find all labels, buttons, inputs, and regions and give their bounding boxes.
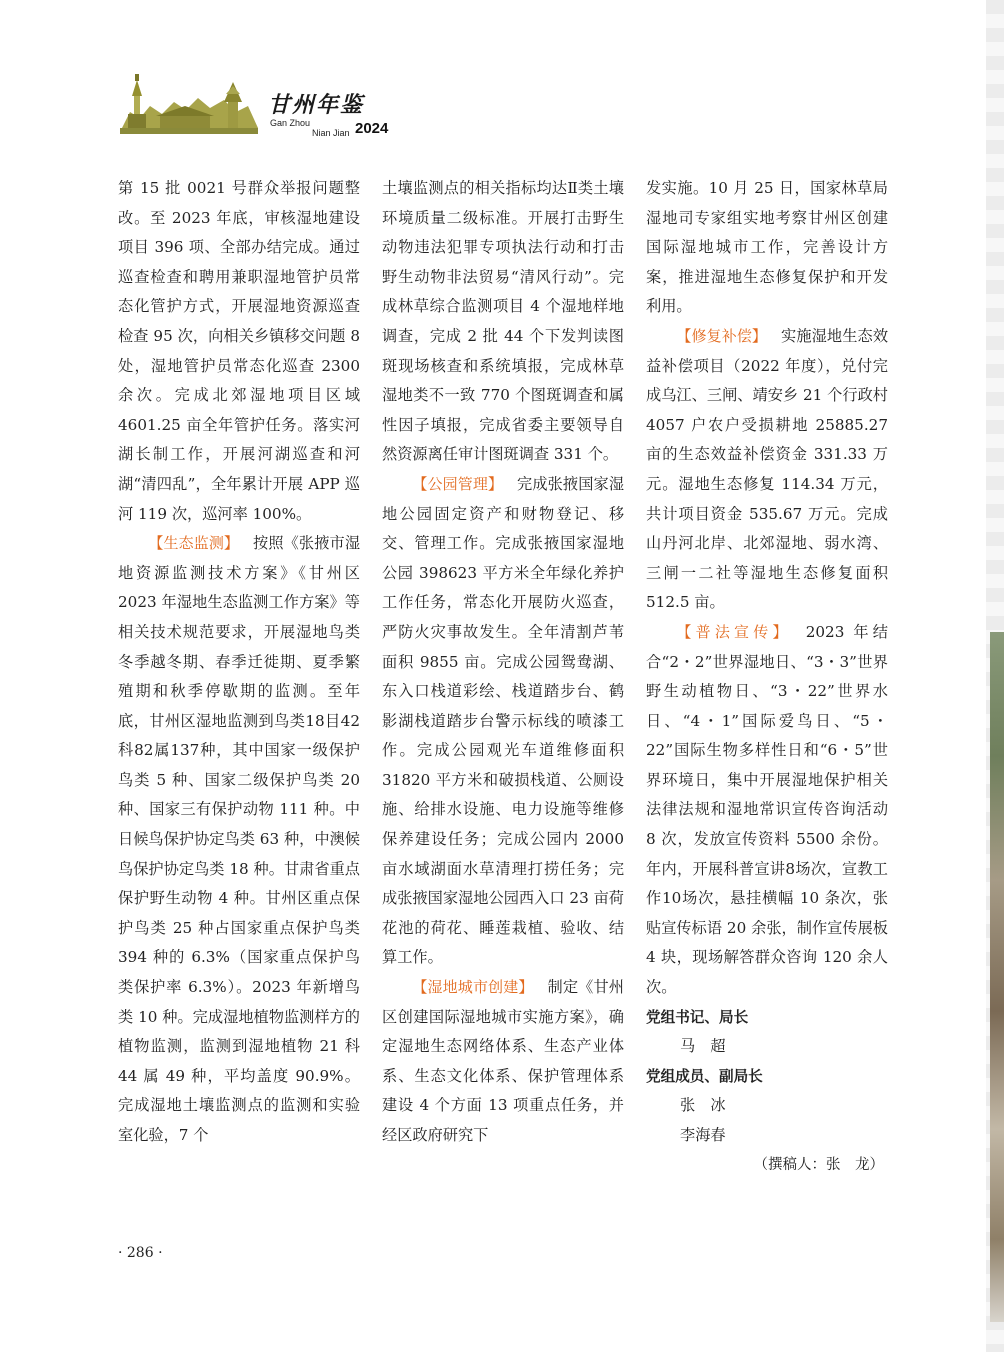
column-1 [118,174,360,1151]
yearbook-subtitle-2: Nian Jian [312,128,350,138]
column-2 [382,174,624,1151]
paragraph: 第 15 批 0021 号群众举报问题整改。至 2023 年底，审核湿地建设项目 396 项、全部办结完成。通过巡查检查和聘用兼职湿地管护员常态化管护方式，开展湿地资源巡查检查 95 次，向相关乡镇移交问题 8 处，湿地管护员常态化巡查 2300 余次。完成北郊湿地项目区域 4601.25 亩全年管护任务。落实河湖长制工作，开展河湖巡查和河湖“清四乱”，全年累计开展 APP 巡河 119 次，巡河率 100%。 [118,179,360,523]
section-heading: 【修复补偿】 [676,326,768,345]
person-name: 马 超 [680,1037,726,1056]
section-heading: 【普法宣传】 [676,622,792,641]
section-heading: 【公园管理】 [412,474,504,493]
paragraph-text: 2023 年结合“2・2”世界湿地日、“3・3”世界野生动植物日、“3・22”世界水日、“4・1”国际爱鸟日、“5・22”国际生物多样性日和“6・5”世界环境日，集中开展湿地保护相关法律法规和湿地常识宣传咨询活动 8 次，发放宣传资料 5500 余份。年内，开展科普宣讲8场次，宣教工作10场次，悬挂横幅 10 条次，张贴宣传标语 20 余张，制作宣传展板 4 块，现场解答群众咨询 120 余人次。 [646,622,888,997]
edge-photo-strip [990,632,1004,1322]
person-name: 李海春 [680,1126,726,1144]
paragraph-text: 完成张掖国家湿地公园固定资产和财物登记、移交、管理工作。完成张掖国家湿地公园 398623 平方米全年绿化养护工作任务，常态化开展防火巡查，严防火灾事故发生。全年清割芦苇面积 9855 亩。完成公园鸳鸯湖、东入口栈道彩绘、栈道踏步台、鹤影湖栈道踏步台警示标线的喷漆工作。完成公园观光车道维修面积 31820 平方米和破损栈道、公厕设施、给排水设施、电力设施等维修保养建设任务；完成公园内 2000 亩水域湖面水草清理打捞任务；完成张掖国家湿地公园西入口 23 亩荷花池的荷花、睡莲栽植、验收、结算工作。 [382,474,625,967]
section-heading: 【湿地城市创建】 [412,978,534,997]
paragraph-text: 按照《张掖市湿地资源监测技术方案》《甘州区 2023 年湿地生态监测工作方案》等相关技术规范要求，开展湿地鸟类冬季越冬期、春季迁徙期、夏季繁殖期和秋季停歇期的监测。至年底，甘州区湿地监测到鸟类18目42科82属137种，其中国家一级保护鸟类 5 种、国家二级保护鸟类 20 种、国家三有保护动物 111 种。中日候鸟保护协定鸟类 63 种，中澳候鸟保护协定鸟类 18 种。甘肃省重点保护野生动物 4 种。甘州区重点保护鸟类 25 种占国家重点保护鸟类 394 种的 6.3%（国家重点保护鸟类保护率 6.3%）。2023 年新增鸟类 10 种。完成湿地植物监测样方的植物监测，监测到湿地植物 21 科 44 属 49 种，平均盖度 90.9%。完成湿地土壤监测点的监测和实验室化验，7 个 [118,534,361,1144]
paragraph-wetland-city [382,973,624,1151]
page-header [120,72,420,142]
paragraph-legal-publicity [646,618,888,1003]
yearbook-year: 2024 [355,120,389,137]
role-title: 党组书记、局长 [646,1008,749,1026]
section-heading: 【生态监测】 [148,534,240,553]
person-name: 张 冰 [680,1096,726,1115]
paragraph-restoration [646,322,888,618]
paragraph-text: 实施湿地生态效益补偿项目（2022 年度），兑付完成乌江、三闸、靖安乡 21 个行政村 4057 户农户受损耕地 25885.27 亩的生态效益补偿资金 331.33 万元。湿地生态修复 114.34 万元，共计项目资金 535.67 万元。完成山丹河北岸、北郊湿地、弱水湾、三闸一二社等湿地生态修复面积 512.5 亩。 [646,326,889,612]
yearbook-title: 甘州年鉴 [268,92,365,118]
pagoda-logo-icon [120,72,260,142]
column-3 [646,174,888,1180]
paragraph-text: 制定《甘州区创建国际湿地城市实施方案》，确定湿地生态网络体系、生态产业体系、生态文化体系、保护管理体系建设 4 个方面 13 项重点任务，并经区政府研究下 [382,978,624,1144]
role-title: 党组成员、副局长 [646,1067,763,1085]
paragraph: 土壤监测点的相关指标均达Ⅱ类土壤环境质量二级标准。开展打击野生动物违法犯罪专项执法行动和打击野生动物非法贸易“清风行动”。完成林草综合监测项目 4 个湿地样地调查，完成 2 批 44 个下发判读图斑现场核查和系统填报，完成林草湿地类不一致 770 个图斑调查和属性因子填报，完成省委主要领导自然资源离任审计图斑调查 331 个。 [382,179,624,464]
paragraph-park-management [382,470,624,973]
paragraph: 发实施。10 月 25 日，国家林草局湿地司专家组实地考察甘州区创建国际湿地城市工作，完善设计方案，推进湿地生态修复保护和开发利用。 [646,179,888,316]
paragraph-eco-monitoring [118,529,360,1150]
page-number: · 286 · [118,1245,163,1261]
author-credit: （撰稿人：张 龙） [753,1156,884,1173]
yearbook-subtitle-1: Gan Zhou [270,118,311,128]
